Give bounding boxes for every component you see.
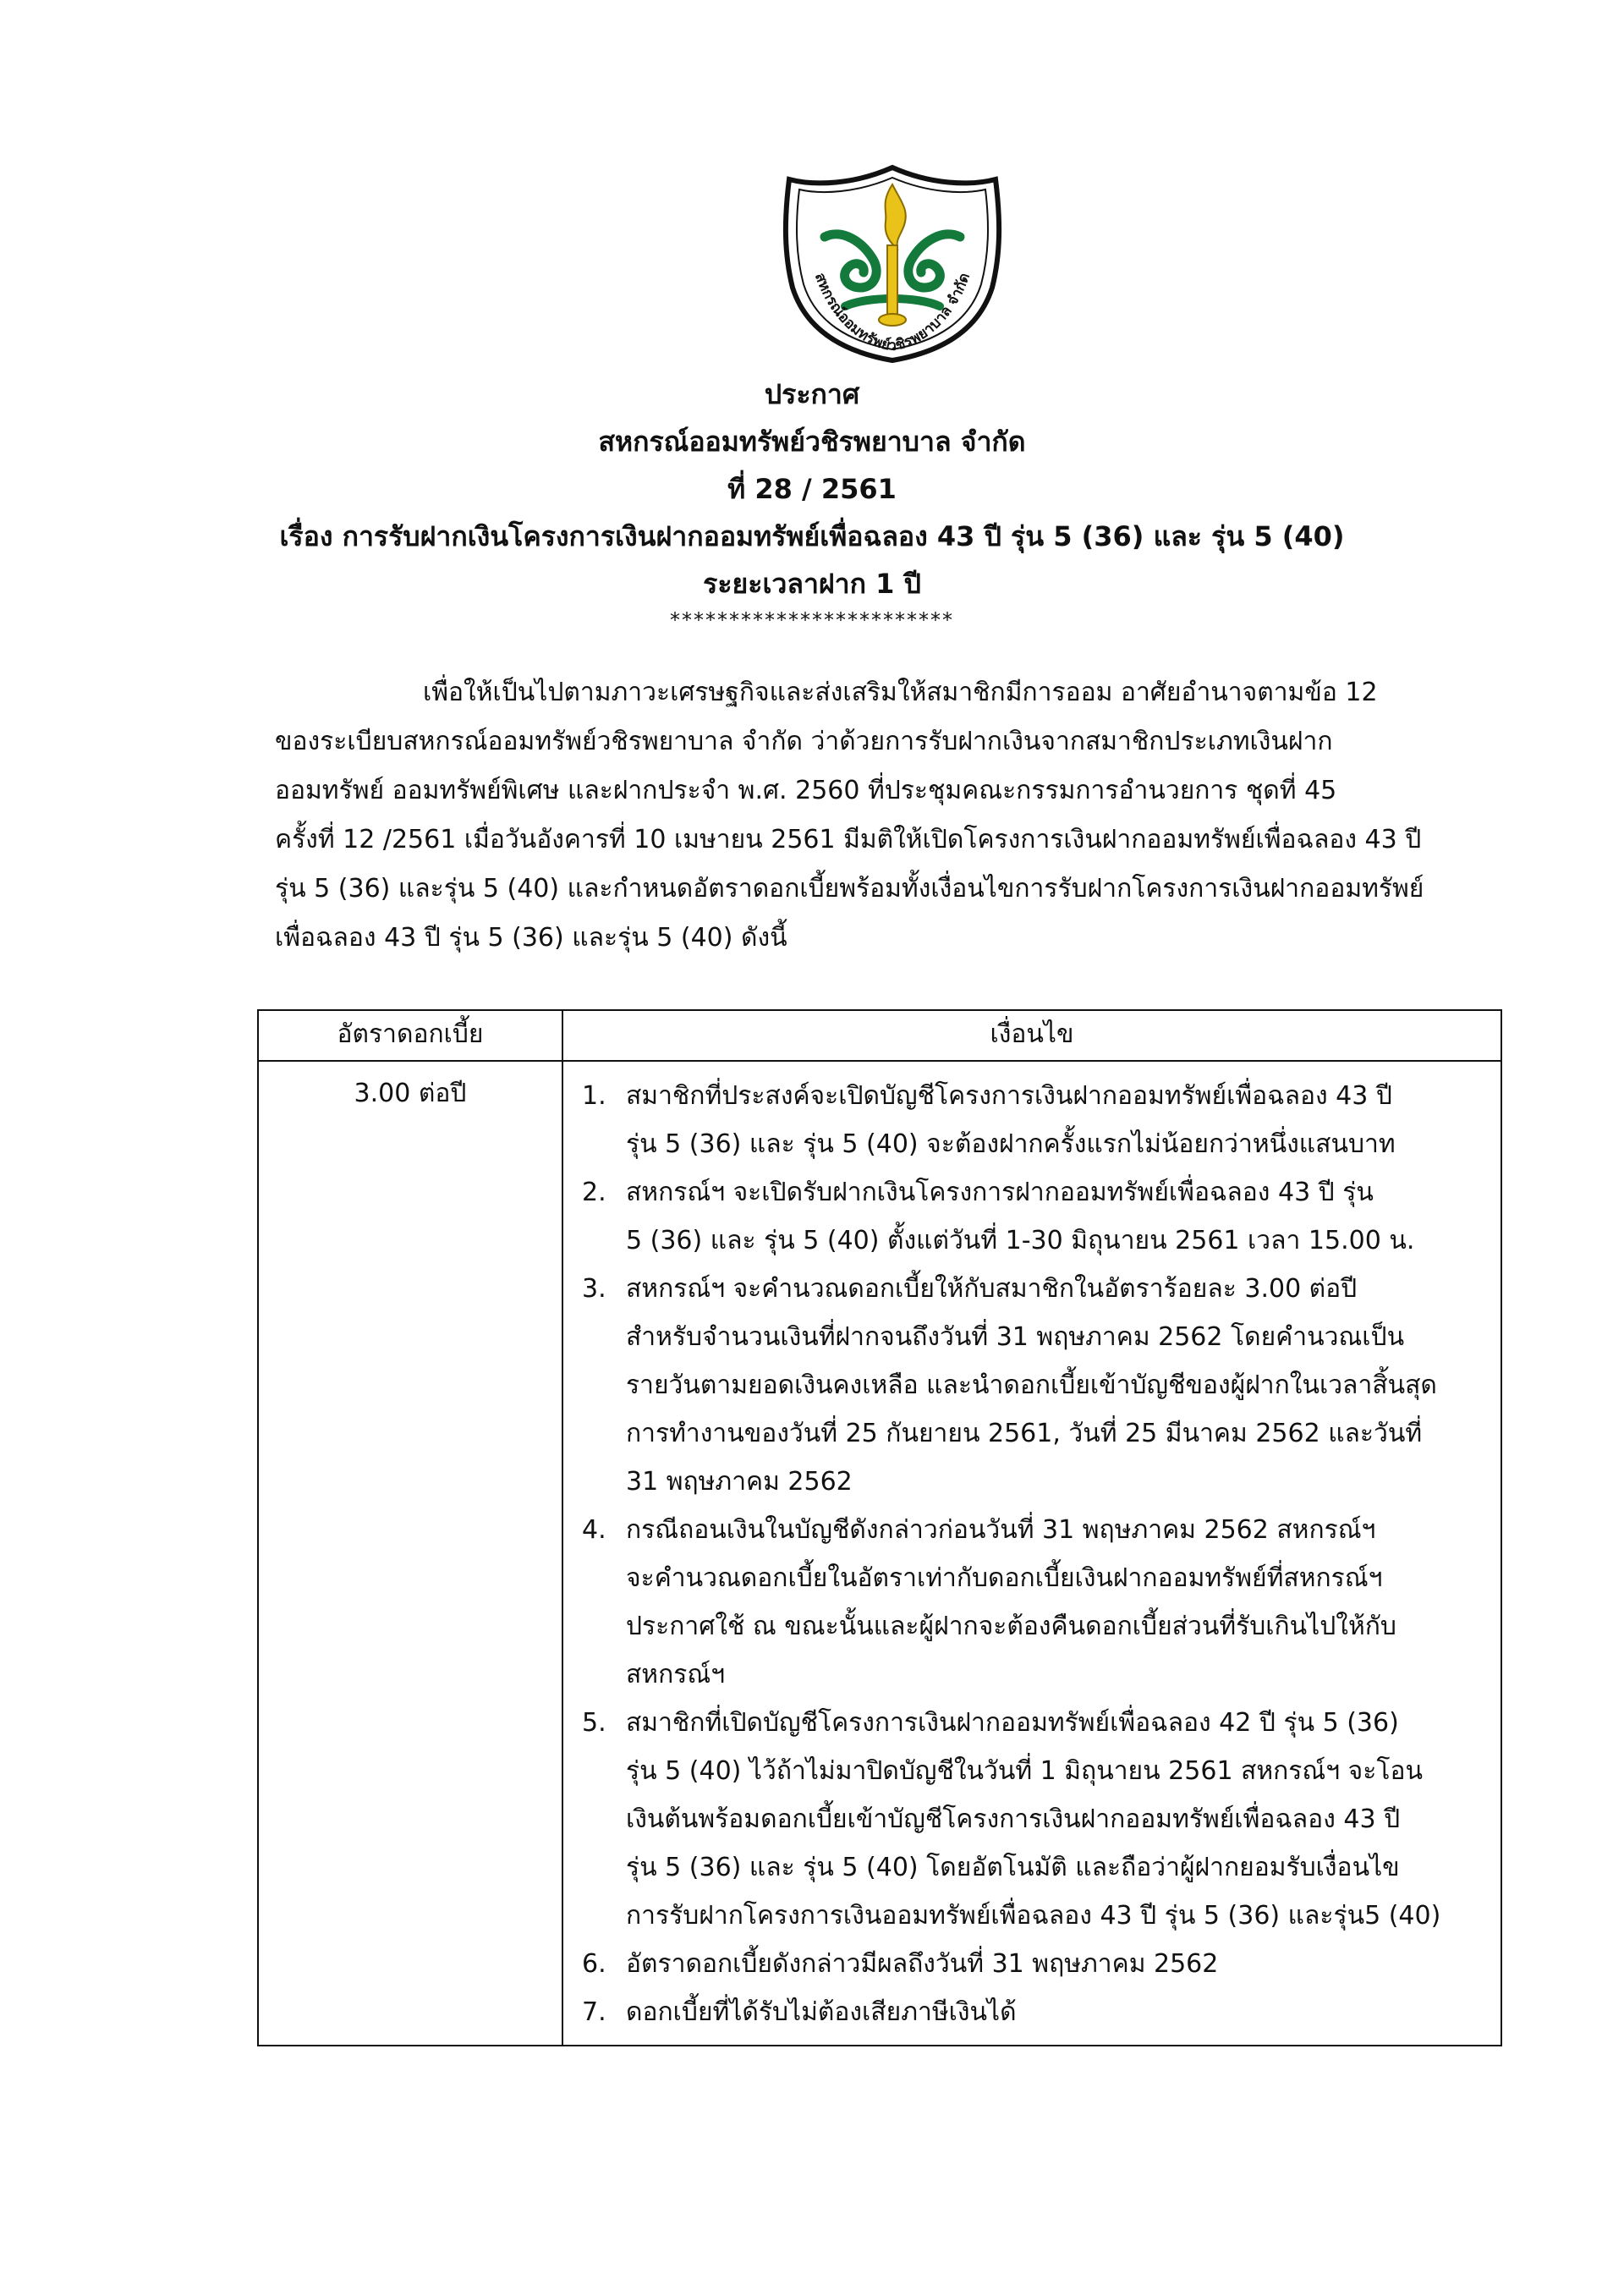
intro-line: ของระเบียบสหกรณ์ออมทรัพย์วชิรพยาบาล จำกัด ว่าด้วยการรับฝากเงินจากสมาชิกประเภทเงินฝาก: [275, 727, 1333, 756]
deposit-period: ระยะเวลาฝาก 1 ปี: [703, 568, 921, 600]
conditions-list: [562, 1061, 1501, 2046]
interest-rate-value: 3.00 ต่อปี: [258, 1061, 562, 2046]
condition-line: จะคำนวณดอกเบี้ยในอัตราเท่ากับดอกเบี้ยเงินฝากออมทรัพย์ที่สหกรณ์ฯ: [626, 1563, 1383, 1593]
condition-line: สำหรับจำนวนเงินที่ฝากจนถึงวันที่ 31 พฤษภาคม 2562 โดยคำนวณเป็น: [626, 1322, 1405, 1352]
intro-line: ออมทรัพย์ ออมทรัพย์พิเศษ และฝากประจำ พ.ศ. 2560 ที่ประชุมคณะกรรมการอำนวยการ ชุดที่ 45: [275, 776, 1337, 805]
condition-line: 5 (36) และ รุ่น 5 (40) ตั้งแต่วันที่ 1-30 มิถุนายน 2561 เวลา 15.00 น.: [626, 1226, 1415, 1255]
condition-line: 31 พฤษภาคม 2562: [626, 1467, 853, 1497]
condition-item: [582, 1699, 1501, 1940]
intro-line: ครั้งที่ 12 /2561 เมื่อวันอังคารที่ 10 เมษายน 2561 มีมติให้เปิดโครงการเงินฝากออมทรัพย์เพื่อฉลอง 43 ปี: [275, 825, 1422, 854]
condition-number: 6.: [582, 1949, 606, 1979]
condition-line: สหกรณ์ฯ จะเปิดรับฝากเงินโครงการฝากออมทรัพย์เพื่อฉลอง 43 ปี รุ่น: [626, 1178, 1374, 1207]
intro-line: รุ่น 5 (36) และรุ่น 5 (40) และกำหนดอัตราดอกเบี้ยพร้อมทั้งเงื่อนไขการรับฝากโครงการเงินฝากออมทรัพย์: [275, 874, 1424, 904]
intro-line: เพื่อฉลอง 43 ปี รุ่น 5 (36) และรุ่น 5 (40) ดังนี้: [275, 923, 787, 953]
condition-line: สมาชิกที่ประสงค์จะเปิดบัญชีโครงการเงินฝากออมทรัพย์เพื่อฉลอง 43 ปี: [626, 1081, 1392, 1111]
announcement-header: [0, 371, 1624, 633]
condition-item: [582, 1940, 1501, 1988]
condition-number: 5.: [582, 1708, 606, 1738]
organization-name: สหกรณ์ออมทรัพย์วชิรพยาบาล จำกัด: [598, 426, 1026, 458]
condition-line: สหกรณ์ฯ จะคำนวณดอกเบี้ยให้กับสมาชิกในอัตราร้อยละ 3.00 ต่อปี: [626, 1274, 1358, 1304]
cooperative-seal-emblem-icon: [774, 161, 1011, 364]
header-conditions: เงื่อนไข: [562, 1010, 1501, 1061]
separator-line: ************************: [670, 608, 954, 632]
condition-number: 3.: [582, 1274, 606, 1304]
table-header-row: [258, 1010, 1501, 1061]
condition-item: [582, 1168, 1501, 1265]
condition-number: 7.: [582, 1997, 606, 2027]
condition-line: สมาชิกที่เปิดบัญชีโครงการเงินฝากออมทรัพย์เพื่อฉลอง 42 ปี รุ่น 5 (36): [626, 1708, 1399, 1738]
condition-line: รุ่น 5 (40) ไว้ถ้าไม่มาปิดบัญชีในวันที่ 1 มิถุนายน 2561 สหกรณ์ฯ จะโอน: [626, 1756, 1423, 1786]
condition-line: กรณีถอนเงินในบัญชีดังกล่าวก่อนวันที่ 31 พฤษภาคม 2562 สหกรณ์ฯ: [626, 1515, 1376, 1545]
condition-line: รุ่น 5 (36) และ รุ่น 5 (40) โดยอัตโนมัติ และถือว่าผู้ฝากยอมรับเงื่อนไข: [626, 1853, 1400, 1882]
condition-line: ดอกเบี้ยที่ได้รับไม่ต้องเสียภาษีเงินได้: [626, 1997, 1017, 2027]
condition-line: รายวันตามยอดเงินคงเหลือ และนำดอกเบี้ยเข้าบัญชีของผู้ฝากในเวลาสิ้นสุด: [626, 1370, 1437, 1400]
conditions-table: [257, 1009, 1502, 2046]
condition-line: สหกรณ์ฯ: [626, 1660, 726, 1689]
announcement-title: ประกาศ: [764, 378, 860, 410]
condition-number: 2.: [582, 1178, 606, 1207]
condition-item: [582, 1988, 1501, 2036]
header-interest-rate: อัตราดอกเบี้ย: [258, 1010, 562, 1061]
condition-line: อัตราดอกเบี้ยดังกล่าวมีผลถึงวันที่ 31 พฤษภาคม 2562: [626, 1949, 1219, 1979]
announcement-subject: เรื่อง การรับฝากเงินโครงการเงินฝากออมทรัพย์เพื่อฉลอง 43 ปี รุ่น 5 (36) และ รุ่น 5 (40): [279, 520, 1345, 552]
intro-line: เพื่อให้เป็นไปตามภาวะเศรษฐกิจและส่งเสริมให้สมาชิกมีการออม อาศัยอำนาจตามข้อ 12: [423, 678, 1378, 707]
condition-line: ประกาศใช้ ณ ขณะนั้นและผู้ฝากจะต้องคืนดอกเบี้ยส่วนที่รับเกินไปให้กับ: [626, 1612, 1396, 1641]
condition-line: การรับฝากโครงการเงินออมทรัพย์เพื่อฉลอง 43 ปี รุ่น 5 (36) และรุ่น5 (40): [626, 1901, 1441, 1931]
condition-item: [582, 1072, 1501, 1168]
condition-line: รุ่น 5 (36) และ รุ่น 5 (40) จะต้องฝากครั้งแรกไม่น้อยกว่าหนึ่งแสนบาท: [626, 1129, 1396, 1159]
condition-line: การทำงานของวันที่ 25 กันยายน 2561, วันที่ 25 มีนาคม 2562 และวันที่: [626, 1419, 1423, 1448]
cooperative-logo: [774, 161, 1011, 364]
condition-number: 1.: [582, 1081, 606, 1111]
condition-line: เงินต้นพร้อมดอกเบี้ยเข้าบัญชีโครงการเงินฝากออมทรัพย์เพื่อฉลอง 43 ปี: [626, 1804, 1401, 1834]
table-row: [258, 1061, 1501, 2046]
seal-text: สหกรณ์ออมทรัพย์วชิรพยาบาล จำกัด: [810, 270, 974, 355]
intro-paragraph: [275, 668, 1497, 963]
condition-item: [582, 1265, 1501, 1506]
condition-item: [582, 1506, 1501, 1699]
condition-number: 4.: [582, 1515, 606, 1545]
announcement-number: ที่ 28 / 2561: [727, 473, 897, 505]
